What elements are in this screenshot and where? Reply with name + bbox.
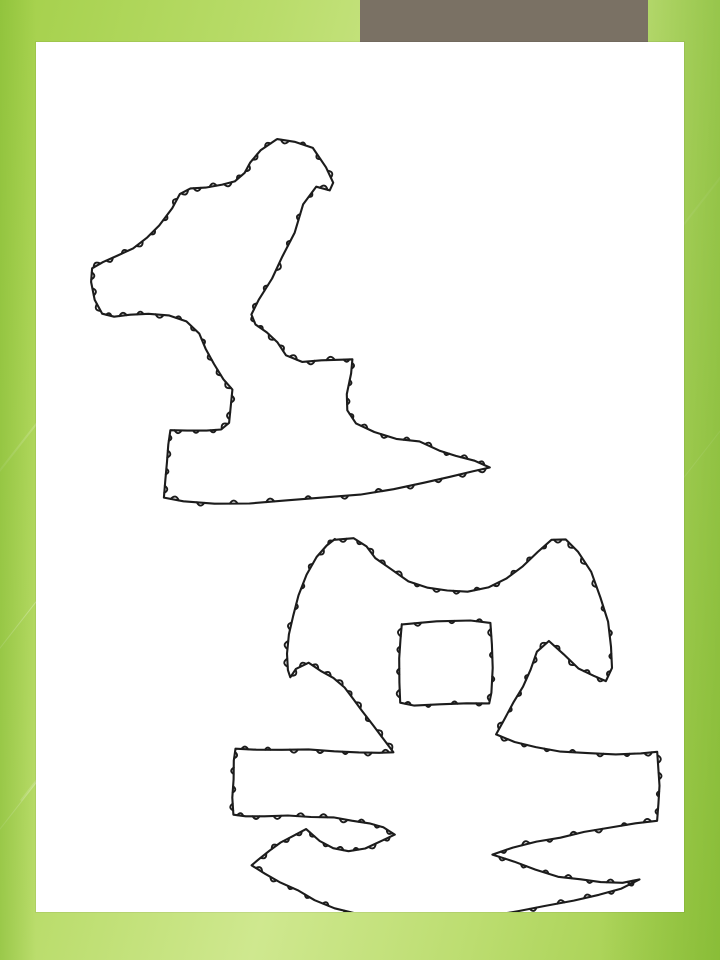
lower-outline-shape bbox=[232, 538, 659, 912]
figure-container bbox=[36, 42, 684, 912]
figure-tick-marks bbox=[91, 140, 661, 912]
center-square-shape bbox=[399, 621, 493, 706]
figure-shape-group bbox=[91, 139, 659, 912]
upper-outline-shape bbox=[91, 139, 490, 504]
content-card bbox=[36, 42, 684, 912]
background-shade-left bbox=[0, 0, 36, 960]
outline-drawing-figure bbox=[36, 42, 684, 912]
